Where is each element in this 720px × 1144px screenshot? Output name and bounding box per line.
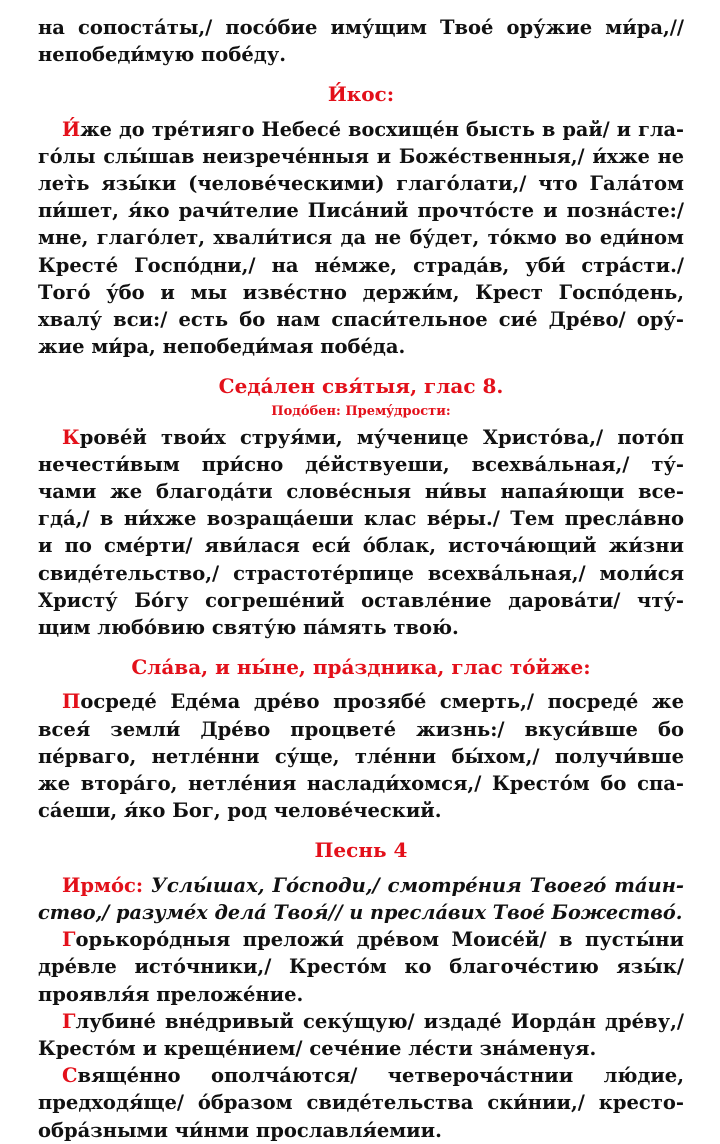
text-line: предходя́ще/ о́бразом свиде́тельства ски́нии,/ кресто- [38,1091,684,1115]
initial-letter: С [62,1064,78,1088]
initial-letter: Г [62,928,76,952]
section-heading-ikos: И́кос: [327,82,395,107]
text-fragment: вяще́нно ополча́ются/ четвероча́стнии лю́дие, [77,1064,684,1088]
irmos-paragraph [38,872,684,926]
text-line: обра́зными чи́нми прославля́емии. [38,1118,442,1142]
slava-paragraph [38,688,684,824]
text-line [38,116,684,143]
text-line: щим любо́вию святу́ю па́мять твою́. [38,616,459,640]
text-line: Христу́ Бо́гу согреше́ний оставле́ние дарова́ти/ чту́- [38,588,684,612]
troparion-paragraph [38,1062,684,1144]
text-line: Того́ у́бо и мы изве́стно держи́м, Крест Госпо́день, [38,280,684,304]
text-line: же втора́го, нетле́ния наслади́хомся,/ Кресто́м бо спа- [38,772,684,796]
text-line: гда́,/ в ни́хже возраща́еши клас ве́ры./ Тем пресла́вно [38,507,684,531]
text-line: са́еши, я́ко Бог, род челове́ческий. [38,799,442,823]
text-line: мне, глаго́лет, хвали́тися да не бу́дет, то́кмо во еди́ном [38,226,684,250]
text-line [38,688,684,715]
text-fragment: ́же до тре́тияго Небесе́ восхище́н бысть в рай/ и гла- [80,117,684,141]
section-heading-pesn: Песнь 4 [314,838,408,863]
text-fragment: рове́й твои́х струя́ми, му́ченице Христо́ва,/ пото́п [79,425,684,449]
text-line: ство,/ разуме́х дела́ Твоя́// и пресла́вих Твое́ Божество́. [38,900,683,924]
sedalen-paragraph [38,424,684,642]
text-line: го́лы слы́шав неизрече́нныя и Боже́ственныя,/ и́хже не [38,144,684,168]
text-line: свиде́тельство,/ страстоте́рпице всехва́льная,/ моли́ся [38,561,684,585]
text-line: и по сме́рти/ яви́лася еси́ о́блак, источа́ющий жи́зни [38,534,684,558]
text-line: Кресте́ Госпо́дни,/ на не́мже, страда́в, уби́ стра́сти./ [38,253,684,277]
text-line: на сопоста́ты,/ посо́бие иму́щим Твое́ ору́жие ми́ра,// [38,16,684,39]
text-fragment: орькоро́дныя преложи́ дре́вом Моисе́й/ в пусты́ни [75,928,684,952]
text-line: чами же благода́ти слове́сныя ни́вы напая́ющи все- [38,480,684,504]
initial-letter: И [62,117,81,141]
text-line: Кресто́м и креще́нием/ сече́ние ле́сти зна́менуя. [38,1036,597,1060]
irmos-label: Ирмо́с: [62,873,144,897]
initial-letter: Г [62,1009,76,1033]
text-line [38,1062,684,1089]
text-line: жие ми́ра, непобеди́мая побе́да. [38,335,406,359]
text-fragment: лубине́ вне́дривый секу́щую/ издаде́ Иорда́н дре́ву,/ [75,1009,684,1033]
initial-letter: П [62,690,81,714]
troparion-paragraph [38,1008,684,1062]
text-fragment: осреде́ Еде́ма дре́во прозябе́ смерть,/ посреде́ же [80,690,684,714]
section-heading-slava: Сла́ва, и ны́не, пра́здника, глас то́йже: [131,655,591,680]
text-line: непобеди́мую побе́ду. [38,43,286,67]
text-line [38,424,684,451]
ikos-paragraph [38,116,684,361]
troparion-paragraph [38,926,684,1008]
text-line: проявля́я преложе́ние. [38,982,304,1006]
text-line [38,926,684,953]
text-line: пи́шет, я́ко рачи́телие Писа́ний прочто́сте и позна́сте:/ [38,199,684,223]
podoben-label: Подо́бен: Премýдрости: [271,403,451,419]
section-heading-sedalen: Седа́лен свя́тыя, глас 8. [218,374,504,399]
text-fragment: Услы́шах, Го́споди,/ смотре́ния Твоего́ та́ин- [151,873,684,897]
text-line: дре́вле исто́чники,/ Кресто́м ко благоче́стию язы́к/ [38,955,684,979]
text-line: всея́ земли́ Дре́во процвете́ жизнь:/ вкуси́вше бо [38,717,684,741]
text-line: нечести́вым при́сно де́йствуеши, всехва́льная,/ ту́- [38,452,684,476]
text-line [38,1008,684,1035]
initial-letter: К [62,425,80,449]
text-line [38,872,684,899]
text-line: хвалу́ вси:/ есть бо нам спаси́тельное сие́ Дре́во/ ору́- [38,308,684,332]
text-line: лет̀ь язы́ки (челове́ческими) глаго́лати,/ что Гала́том [38,172,684,196]
text-line: пе́рваго, нетле́нни су́ще, тле́нни бы́хом,/ получи́вше [38,744,684,768]
